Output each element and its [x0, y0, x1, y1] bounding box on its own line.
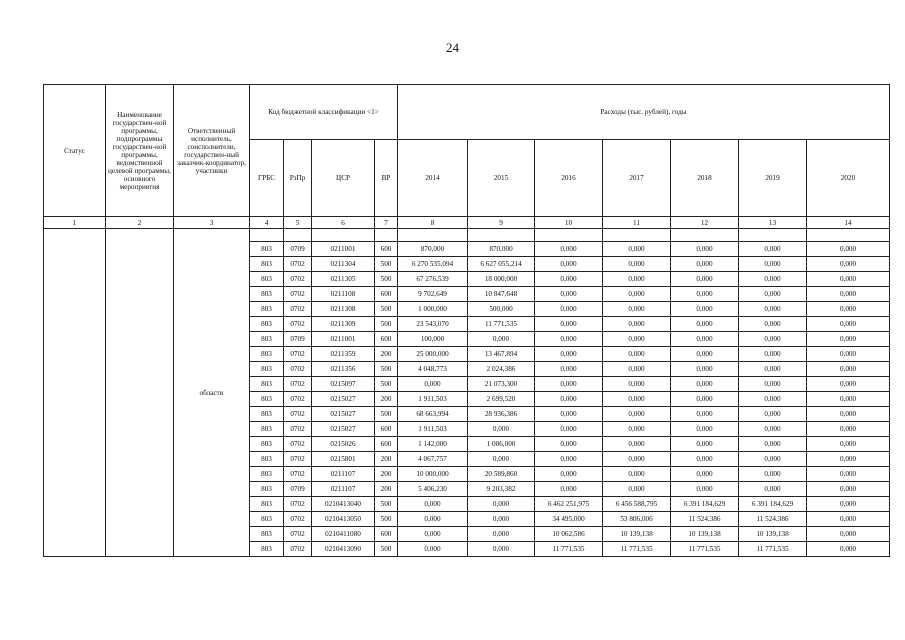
csr-cell: 0211308 [312, 302, 375, 317]
vr-cell: 600 [375, 242, 398, 257]
expense-cell: 0,000 [603, 422, 671, 437]
expense-cell: 6 462 251,975 [535, 497, 603, 512]
expense-cell: 0,000 [603, 362, 671, 377]
expense-cell: 0,000 [535, 242, 603, 257]
expense-cell: 6 270 535,094 [398, 257, 468, 272]
column-number: 8 [398, 217, 468, 229]
expense-cell: 0,000 [739, 392, 807, 407]
vr-cell: 500 [375, 317, 398, 332]
rzpr-cell: 0702 [284, 467, 312, 482]
column-number: 4 [250, 217, 284, 229]
expense-cell: 100,000 [398, 332, 468, 347]
empty-cell [398, 229, 468, 242]
expense-cell: 0,000 [807, 272, 890, 287]
table-body [44, 229, 890, 557]
expense-cell: 1 911,503 [398, 392, 468, 407]
expense-cell: 0,000 [671, 452, 739, 467]
expense-cell: 18 000,000 [468, 272, 535, 287]
expense-cell: 0,000 [468, 512, 535, 527]
column-number: 3 [174, 217, 250, 229]
rzpr-cell: 0702 [284, 527, 312, 542]
expense-cell: 28 936,386 [468, 407, 535, 422]
expense-cell: 0,000 [739, 287, 807, 302]
csr-cell: 0211304 [312, 257, 375, 272]
expense-cell: 0,000 [603, 257, 671, 272]
csr-cell: 0210413090 [312, 542, 375, 557]
expense-cell: 0,000 [398, 512, 468, 527]
header-executor: Ответственный исполнитель, соисполнители, государствен-ный заказчик-координатор, участники [174, 85, 250, 217]
expense-cell: 0,000 [603, 467, 671, 482]
expense-cell: 0,000 [535, 347, 603, 362]
budget-table [43, 84, 890, 557]
csr-cell: 0215027 [312, 407, 375, 422]
expense-cell: 9 203,382 [468, 482, 535, 497]
expense-cell: 0,000 [398, 377, 468, 392]
grbs-cell: 803 [250, 407, 284, 422]
header-year: 2015 [468, 140, 535, 217]
grbs-cell: 803 [250, 377, 284, 392]
expense-cell: 0,000 [535, 422, 603, 437]
expense-cell: 0,000 [671, 242, 739, 257]
expense-cell: 1 142,000 [398, 437, 468, 452]
expense-cell: 0,000 [739, 272, 807, 287]
expense-cell: 0,000 [671, 407, 739, 422]
empty-cell [739, 229, 807, 242]
grbs-cell: 803 [250, 317, 284, 332]
expense-cell: 0,000 [603, 437, 671, 452]
csr-cell: 0211001 [312, 332, 375, 347]
rzpr-cell: 0702 [284, 542, 312, 557]
expense-cell: 6 627 055,214 [468, 257, 535, 272]
expense-cell: 0,000 [671, 332, 739, 347]
column-number: 11 [603, 217, 671, 229]
expense-cell: 0,000 [807, 257, 890, 272]
header-year: 2019 [739, 140, 807, 217]
expense-cell: 34 495,000 [535, 512, 603, 527]
column-number: 2 [106, 217, 174, 229]
expense-cell: 11 771,535 [535, 542, 603, 557]
csr-cell: 0211107 [312, 482, 375, 497]
expense-cell: 0,000 [671, 362, 739, 377]
vr-cell: 600 [375, 332, 398, 347]
expense-cell: 0,000 [603, 302, 671, 317]
expense-cell: 11 771,535 [739, 542, 807, 557]
expense-cell: 0,000 [603, 347, 671, 362]
column-number: 7 [375, 217, 398, 229]
expense-cell: 0,000 [398, 497, 468, 512]
csr-cell: 0210413050 [312, 512, 375, 527]
expense-cell: 0,000 [603, 482, 671, 497]
expense-cell: 0,000 [807, 362, 890, 377]
expense-cell: 0,000 [603, 332, 671, 347]
header-year: 2018 [671, 140, 739, 217]
header-year: 2020 [807, 140, 890, 217]
header-grbs: ГРБС [250, 140, 284, 217]
csr-cell: 0211309 [312, 317, 375, 332]
grbs-cell: 803 [250, 482, 284, 497]
column-number: 9 [468, 217, 535, 229]
column-number: 13 [739, 217, 807, 229]
vr-cell: 500 [375, 302, 398, 317]
expense-cell: 11 524,386 [739, 512, 807, 527]
expense-cell: 0,000 [807, 317, 890, 332]
vr-cell: 500 [375, 377, 398, 392]
header-vr: ВР [375, 140, 398, 217]
empty-cell [468, 229, 535, 242]
expense-cell: 0,000 [739, 377, 807, 392]
region-row [44, 229, 890, 242]
expense-cell: 0,000 [603, 272, 671, 287]
expense-cell: 11 771,535 [671, 542, 739, 557]
expense-cell: 1 911,503 [398, 422, 468, 437]
empty-cell [671, 229, 739, 242]
vr-cell: 500 [375, 512, 398, 527]
expense-cell: 0,000 [671, 257, 739, 272]
header-program-name: Наименование государствен-ной программы, подпрограммы государствен-ной программы, ведомственной целевой программы, основного мероприятия [106, 85, 174, 217]
rzpr-cell: 0709 [284, 242, 312, 257]
expense-cell: 0,000 [671, 287, 739, 302]
executor-cell: области [174, 229, 250, 557]
expense-cell: 25 000,000 [398, 347, 468, 362]
expense-cell: 0,000 [807, 467, 890, 482]
expense-cell: 0,000 [671, 302, 739, 317]
expense-cell: 6 391 184,629 [739, 497, 807, 512]
vr-cell: 500 [375, 407, 398, 422]
vr-cell: 200 [375, 482, 398, 497]
expense-cell: 0,000 [739, 242, 807, 257]
expense-cell: 0,000 [671, 392, 739, 407]
vr-cell: 500 [375, 362, 398, 377]
csr-cell: 0215097 [312, 377, 375, 392]
expense-cell: 0,000 [671, 467, 739, 482]
expense-cell: 0,000 [468, 452, 535, 467]
grbs-cell: 803 [250, 362, 284, 377]
expense-cell: 21 073,300 [468, 377, 535, 392]
expense-cell: 0,000 [739, 422, 807, 437]
empty-cell [284, 229, 312, 242]
csr-cell: 0215801 [312, 452, 375, 467]
expense-cell: 1 006,000 [468, 437, 535, 452]
expense-cell: 0,000 [535, 392, 603, 407]
expense-cell: 0,000 [535, 482, 603, 497]
expense-cell: 2 699,520 [468, 392, 535, 407]
expense-cell: 0,000 [671, 317, 739, 332]
column-number: 5 [284, 217, 312, 229]
expense-cell: 0,000 [535, 467, 603, 482]
rzpr-cell: 0702 [284, 377, 312, 392]
grbs-cell: 803 [250, 242, 284, 257]
expense-cell: 0,000 [603, 242, 671, 257]
grbs-cell: 803 [250, 257, 284, 272]
rzpr-cell: 0702 [284, 422, 312, 437]
expense-cell: 0,000 [468, 542, 535, 557]
rzpr-cell: 0709 [284, 482, 312, 497]
expense-cell: 0,000 [671, 422, 739, 437]
program-name-cell [106, 229, 174, 557]
expense-cell: 9 702,649 [398, 287, 468, 302]
csr-cell: 0210411080 [312, 527, 375, 542]
expense-cell: 0,000 [468, 422, 535, 437]
grbs-cell: 803 [250, 437, 284, 452]
table-header [44, 85, 890, 229]
expense-cell: 0,000 [535, 332, 603, 347]
column-number: 10 [535, 217, 603, 229]
expense-cell: 0,000 [671, 377, 739, 392]
grbs-cell: 803 [250, 302, 284, 317]
expense-cell: 0,000 [739, 332, 807, 347]
expense-cell: 0,000 [807, 407, 890, 422]
expense-cell: 500,000 [468, 302, 535, 317]
expense-cell: 0,000 [603, 287, 671, 302]
rzpr-cell: 0702 [284, 437, 312, 452]
expense-cell: 23 543,070 [398, 317, 468, 332]
expense-cell: 0,000 [535, 272, 603, 287]
expense-cell: 1 000,000 [398, 302, 468, 317]
csr-cell: 0211108 [312, 287, 375, 302]
expense-cell: 10 139,138 [603, 527, 671, 542]
vr-cell: 500 [375, 542, 398, 557]
grbs-cell: 803 [250, 287, 284, 302]
expense-cell: 0,000 [807, 347, 890, 362]
csr-cell: 0215027 [312, 422, 375, 437]
vr-cell: 600 [375, 527, 398, 542]
vr-cell: 500 [375, 257, 398, 272]
rzpr-cell: 0702 [284, 407, 312, 422]
rzpr-cell: 0702 [284, 362, 312, 377]
vr-cell: 500 [375, 497, 398, 512]
expense-cell: 0,000 [739, 317, 807, 332]
expense-cell: 0,000 [739, 407, 807, 422]
csr-cell: 0211107 [312, 467, 375, 482]
expense-cell: 10 139,138 [739, 527, 807, 542]
expense-cell: 67 276,539 [398, 272, 468, 287]
column-number: 14 [807, 217, 890, 229]
expense-cell: 0,000 [807, 422, 890, 437]
expense-cell: 0,000 [468, 497, 535, 512]
empty-cell [807, 229, 890, 242]
expense-cell: 0,000 [398, 542, 468, 557]
expense-cell: 0,000 [535, 317, 603, 332]
grbs-cell: 803 [250, 422, 284, 437]
expense-cell: 2 024,386 [468, 362, 535, 377]
expense-cell: 0,000 [807, 287, 890, 302]
expense-cell: 0,000 [535, 437, 603, 452]
page-number: 24 [446, 40, 459, 55]
expense-cell: 0,000 [807, 242, 890, 257]
empty-cell [535, 229, 603, 242]
grbs-cell: 803 [250, 332, 284, 347]
rzpr-cell: 0702 [284, 392, 312, 407]
expense-cell: 0,000 [739, 467, 807, 482]
expense-cell: 0,000 [603, 452, 671, 467]
expense-cell: 20 589,860 [468, 467, 535, 482]
grbs-cell: 803 [250, 512, 284, 527]
expense-cell: 0,000 [535, 377, 603, 392]
vr-cell: 600 [375, 287, 398, 302]
expense-cell: 0,000 [535, 407, 603, 422]
column-number: 1 [44, 217, 106, 229]
grbs-cell: 803 [250, 542, 284, 557]
expense-cell: 11 524,386 [671, 512, 739, 527]
expense-cell: 5 406,230 [398, 482, 468, 497]
expense-cell: 0,000 [671, 347, 739, 362]
rzpr-cell: 0702 [284, 317, 312, 332]
rzpr-cell: 0702 [284, 347, 312, 362]
expense-cell: 0,000 [807, 437, 890, 452]
grbs-cell: 803 [250, 467, 284, 482]
expense-cell: 10 062,586 [535, 527, 603, 542]
csr-cell: 0210413040 [312, 497, 375, 512]
expense-cell: 6 456 588,795 [603, 497, 671, 512]
expense-cell: 0,000 [535, 287, 603, 302]
expense-cell: 0,000 [671, 482, 739, 497]
expense-cell: 0,000 [671, 272, 739, 287]
csr-cell: 0211359 [312, 347, 375, 362]
header-budget-classification: Код бюджетной классификации <1> [250, 85, 398, 140]
empty-cell [603, 229, 671, 242]
grbs-cell: 803 [250, 497, 284, 512]
expense-cell: 0,000 [739, 302, 807, 317]
expense-cell: 10 847,648 [468, 287, 535, 302]
empty-cell [250, 229, 284, 242]
header-status: Статус [44, 85, 106, 217]
vr-cell: 500 [375, 272, 398, 287]
header-year: 2016 [535, 140, 603, 217]
rzpr-cell: 0702 [284, 272, 312, 287]
expense-cell: 4 048,773 [398, 362, 468, 377]
expense-cell: 0,000 [535, 257, 603, 272]
grbs-cell: 803 [250, 452, 284, 467]
expense-cell: 0,000 [535, 452, 603, 467]
expense-cell: 11 771,535 [468, 317, 535, 332]
vr-cell: 600 [375, 437, 398, 452]
expense-cell: 0,000 [807, 392, 890, 407]
expense-cell: 4 067,757 [398, 452, 468, 467]
header-year: 2017 [603, 140, 671, 217]
expense-cell: 68 663,994 [398, 407, 468, 422]
expense-cell: 0,000 [807, 482, 890, 497]
expense-cell: 0,000 [739, 437, 807, 452]
header-year: 2014 [398, 140, 468, 217]
csr-cell: 0215026 [312, 437, 375, 452]
expense-cell: 870,000 [468, 242, 535, 257]
empty-cell [375, 229, 398, 242]
expense-cell: 0,000 [603, 377, 671, 392]
expense-cell: 0,000 [739, 347, 807, 362]
expense-cell: 0,000 [398, 527, 468, 542]
vr-cell: 200 [375, 467, 398, 482]
rzpr-cell: 0709 [284, 332, 312, 347]
expense-cell: 0,000 [603, 317, 671, 332]
grbs-cell: 803 [250, 272, 284, 287]
expense-cell: 0,000 [807, 377, 890, 392]
vr-cell: 200 [375, 392, 398, 407]
expense-cell: 0,000 [807, 497, 890, 512]
rzpr-cell: 0702 [284, 452, 312, 467]
expense-cell: 0,000 [739, 362, 807, 377]
expense-cell: 0,000 [739, 482, 807, 497]
rzpr-cell: 0702 [284, 257, 312, 272]
expense-cell: 10 000,000 [398, 467, 468, 482]
header-csr: ЦСР [312, 140, 375, 217]
vr-cell: 200 [375, 452, 398, 467]
csr-cell: 0215027 [312, 392, 375, 407]
expense-cell: 0,000 [739, 257, 807, 272]
column-number: 6 [312, 217, 375, 229]
column-number: 12 [671, 217, 739, 229]
expense-cell: 0,000 [535, 362, 603, 377]
expense-cell: 0,000 [671, 437, 739, 452]
csr-cell: 0211001 [312, 242, 375, 257]
expense-cell: 0,000 [807, 512, 890, 527]
expense-cell: 0,000 [807, 332, 890, 347]
header-rzpr: РзПр [284, 140, 312, 217]
expense-cell: 0,000 [807, 527, 890, 542]
csr-cell: 0211356 [312, 362, 375, 377]
expense-cell: 11 771,535 [603, 542, 671, 557]
expense-cell: 10 139,138 [671, 527, 739, 542]
column-number-row [44, 217, 890, 229]
grbs-cell: 803 [250, 347, 284, 362]
expense-cell: 870,000 [398, 242, 468, 257]
rzpr-cell: 0702 [284, 512, 312, 527]
expense-cell: 0,000 [807, 452, 890, 467]
expense-cell: 0,000 [468, 527, 535, 542]
rzpr-cell: 0702 [284, 287, 312, 302]
expense-cell: 0,000 [807, 302, 890, 317]
header-expenses: Расходы (тыс. рублей), годы [398, 85, 890, 140]
expense-cell: 0,000 [739, 452, 807, 467]
rzpr-cell: 0702 [284, 302, 312, 317]
vr-cell: 200 [375, 347, 398, 362]
expense-cell: 6 391 184,629 [671, 497, 739, 512]
grbs-cell: 803 [250, 527, 284, 542]
status-cell [44, 229, 106, 557]
expense-cell: 0,000 [807, 542, 890, 557]
empty-cell [312, 229, 375, 242]
expense-cell: 0,000 [535, 302, 603, 317]
csr-cell: 0211305 [312, 272, 375, 287]
expense-cell: 0,000 [603, 392, 671, 407]
rzpr-cell: 0702 [284, 497, 312, 512]
expense-cell: 0,000 [468, 332, 535, 347]
expense-cell: 13 467,894 [468, 347, 535, 362]
expense-cell: 53 806,006 [603, 512, 671, 527]
vr-cell: 600 [375, 422, 398, 437]
expense-cell: 0,000 [603, 407, 671, 422]
grbs-cell: 803 [250, 392, 284, 407]
